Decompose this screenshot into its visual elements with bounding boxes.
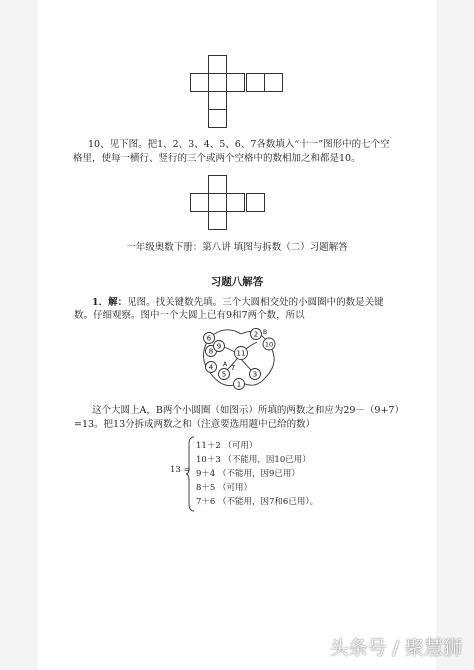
- node-label: 5: [221, 370, 227, 379]
- node-label: 8: [208, 347, 214, 356]
- decomposition-row: 7＋6 （不能用，因7和6已用）。: [196, 497, 319, 507]
- point-label-b: B: [262, 329, 268, 336]
- grid-cell: [226, 73, 245, 92]
- equation-lhs: 13 =: [170, 465, 191, 475]
- grid-cell: [208, 193, 227, 212]
- answer-1-label: 1．解：: [92, 297, 128, 308]
- decomposition-row: 9＋4 （不能用，因9已用）: [196, 469, 300, 479]
- grid-cell: [226, 193, 245, 212]
- problem-10-line2: 格里，使每一横行、竖行的三个或两个空格中的数相加之和都是10。: [73, 153, 361, 164]
- grid-cell: [190, 193, 209, 212]
- answers-title: 习题八解答: [210, 276, 264, 288]
- node-label: 9: [216, 342, 222, 351]
- watermark: 头条号 / 聚慧狮: [329, 637, 462, 659]
- decomposition-row: 11＋2 （可用）: [196, 441, 258, 451]
- node-label: 11: [236, 349, 246, 358]
- node-label: 6: [206, 334, 212, 343]
- answer-text-line2: =13。把13分拆成两数之和（注意要选用题中已给的数）: [74, 419, 316, 430]
- answer-1-line1-text: 见图。找关键数先填。三个大圆相交处的小圆圈中的数是关键: [127, 297, 384, 308]
- problem-10-line1: 10、见下图。把1、2、3、4、5、6、7各数填入“十一”图形中的七个空: [88, 139, 390, 150]
- node-label: 7: [230, 364, 236, 372]
- grid-cell: [208, 73, 227, 92]
- grid-cell: [208, 175, 227, 194]
- grid-cell: [246, 73, 265, 92]
- node-label: 10: [264, 340, 274, 349]
- node-label: 4: [208, 363, 214, 372]
- grid-cell: [208, 91, 227, 110]
- grid-cell: [208, 109, 227, 128]
- grid-cell: [190, 73, 209, 92]
- node-label: 2: [253, 330, 259, 339]
- answer-text-line1: 这个大圆上A，B两个小圆圈（如图示）所填的两数之和应为29－（9+7）: [92, 405, 404, 416]
- circle-diagram: [195, 322, 281, 392]
- grid-cell: [246, 193, 265, 212]
- grid-cell: [208, 55, 227, 74]
- point-label-a: A: [222, 361, 228, 368]
- node-label: 1: [236, 380, 242, 389]
- brace-icon: [186, 436, 196, 512]
- node-label: 3: [252, 370, 258, 379]
- answer-1-line1: [92, 296, 384, 310]
- answer-1-line2: 数。仔细观察。图中一个大圆上已有9和7两个数，所以: [74, 310, 305, 321]
- section-header: 一年级奥数下册：第八讲 填图与拆数（二）习题解答: [126, 242, 348, 253]
- grid-cell: [264, 73, 283, 92]
- decomposition-row: 8＋5 （可用）: [196, 483, 253, 493]
- decomposition-row: 10＋3 （不能用，因10已用）: [196, 455, 311, 465]
- grid-cell: [208, 211, 227, 230]
